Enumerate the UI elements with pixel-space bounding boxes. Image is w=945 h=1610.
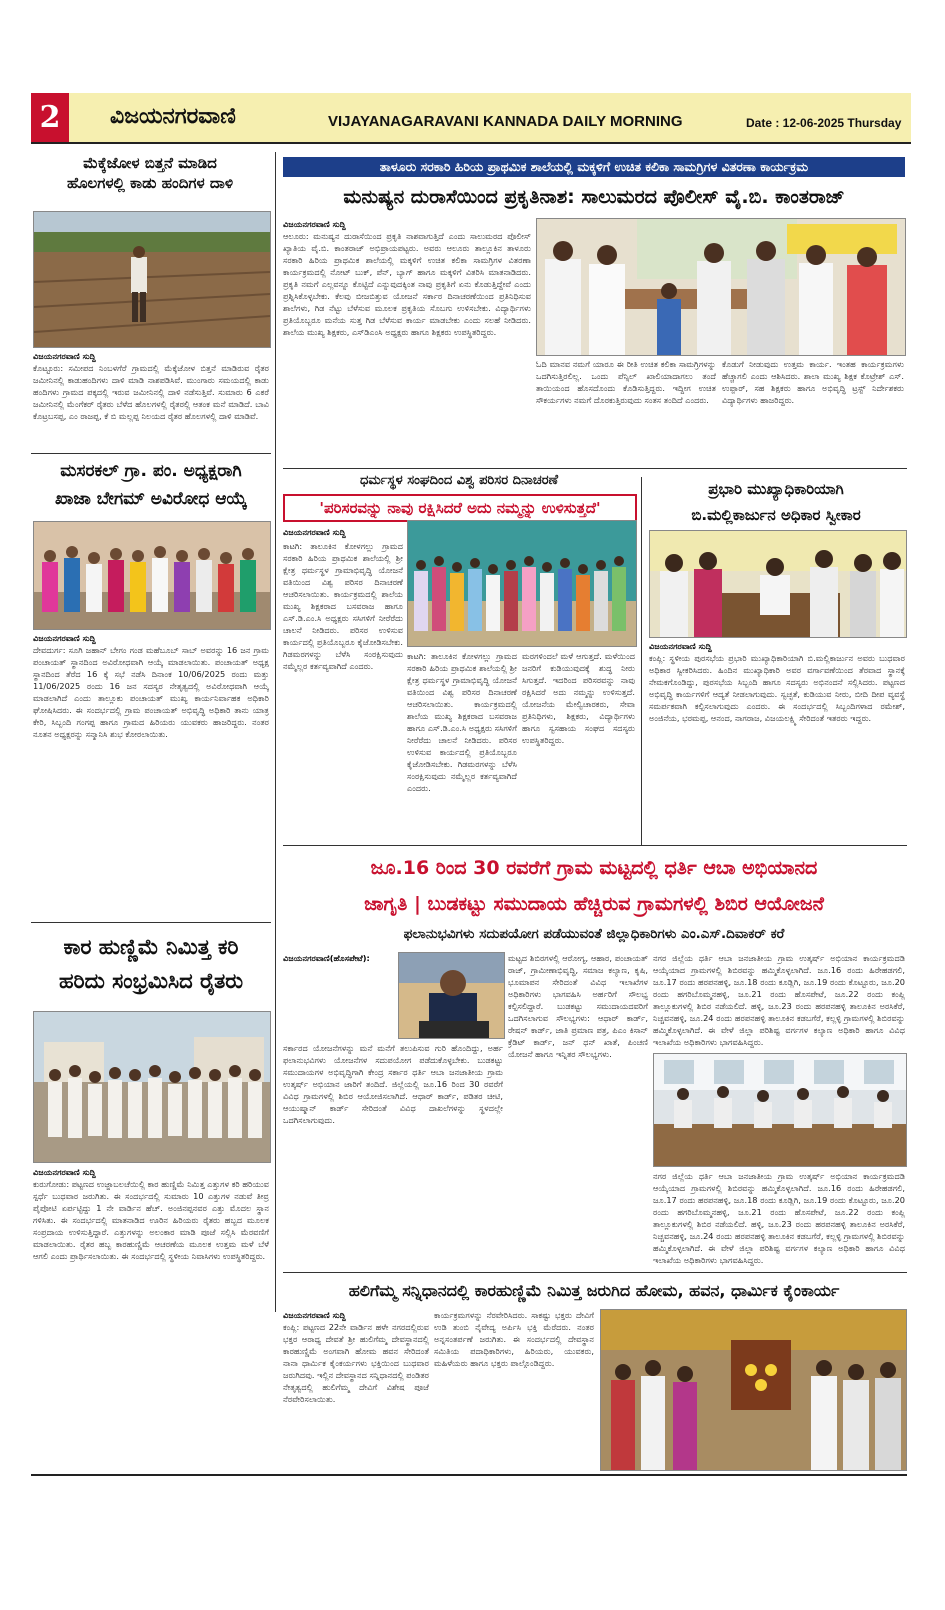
dharti-aba-headline-line2: ಜಾಗೃತಿ | ಬುಡಕಟ್ಟು ಸಮುದಾಯ ಹೆಚ್ಚಿರುವ ಗ್ರಾಮಗಳಲ್ಲಿ ಶಿಬಿರ ಆಯೋಜನೆ [364,893,824,915]
environment-body-col2: ಮರಗಳಿಂದಲೆ ಮಳೆ ಆಗುತ್ತದೆ. ಮಳೆಯಿಂದ ಜನರಿಗೆ ಕುಡಿಯುವುದಕ್ಕೆ ಶುದ್ಧ ನೀರು ಸಿಗುತ್ತದೆ. ಇದರಿಂದ ಪರಿಸರವನ್ನು ನಾವು ರಕ್ಷಿಸಿದರೆ ಅದು ನಮ್ಮನ್ನು ಉಳಿಸುತ್ತದೆ. ಯೋಜನೆಯ ಮೇಲ್ವಿಚಾರಕರು, ಸೇವಾ ಪ್ರತಿನಿಧಿಗಳು, ಶಿಕ್ಷಕರು, ವಿದ್ಯಾರ್ಥಿಗಳು ಹಾಗೂ ಸ್ವಸಹಾಯ ಸಂಘದ ಸದಸ್ಯರು ಉಪಸ್ಥಿತರಿದ್ದರು. [522,651,635,745]
environment-body-col1: ಕಾಟಗಿ: ತಾಲೂಕಿನ ಕೋಳಗಲ್ಲು ಗ್ರಾಮದ ಸರಕಾರಿ ಹಿರಿಯ ಪ್ರಾಥಮಿಕ ಶಾಲೆಯಲ್ಲಿ ಶ್ರೀ ಕ್ಷೇತ್ರ ಧರ್ಮಸ್ಥಳ ಗ್ರಾಮಾಭಿವೃದ್ಧಿ ಯೋಜನೆ ವತಿಯಿಂದ ವಿಶ್ವ ಪರಿಸರ ದಿನಾಚರಣೆ ಆಚರಿಸಲಾಯಿತು. ಕಾರ್ಯಕ್ರಮದಲ್ಲಿ ಶಾಲೆಯ ಮುಖ್ಯ ಶಿಕ್ಷಕರಾದ ಬಸವರಾಜ ಹಾಗೂ ಎಸ್.ಡಿ.ಎಂ.ಸಿ ಅಧ್ಯಕ್ಷರು ಸಸಿಗಳಿಗೆ ನೀರೆರೆದು ಚಾಲನೆ ನೀಡಿದರು. ಪರಿಸರ ಉಳಿಸುವ ಕಾರ್ಯದಲ್ಲಿ ಪ್ರತಿಯೊಬ್ಬರೂ ಕೈಜೋಡಿಸಬೇಕು. ಗಿಡಮರಗಳನ್ನು ಬೆಳೆಸಿ ಸಂರಕ್ಷಿಸುವುದು ನಮ್ಮೆಲ್ಲರ ಕರ್ತವ್ಯವಾಗಿದೆ ಎಂದರು. [283,541,403,671]
officer-headline [647,476,905,528]
plantation-group-image [408,521,636,646]
issue-date: Date : 12-06-2025 Thursday [746,116,902,130]
homa-body-col2: ಕಾರ್ಯಕ್ರಮಗಳನ್ನು ನೆರವೇರಿಸಿದರು. ಸಾಕಷ್ಟು ಭಕ್ತರು ದೇವಿಗೆ ಉಡಿ ತುಂಬಿ ನೈವೇದ್ಯ ಅರ್ಪಿಸಿ ಭಕ್ತಿ ಮೆರೆದರು. ನಂತರ ಅನ್ನಸಂತರ್ಪಣೆ ಜರುಗಿತು. ಈ ಸಂದರ್ಭದಲ್ಲಿ ದೇವಸ್ಥಾನ ಸಮಿತಿಯ ಪದಾಧಿಕಾರಿಗಳು, ಹಿರಿಯರು, ಯುವಕರು, ಮಹಿಳೆಯರು ಹಾಗೂ ಭಕ್ತರು ಪಾಲ್ಗೊಂಡಿದ್ದರು. [434,1310,594,1368]
dharti-aba-body-col2: ಮಟ್ಟದ ಶಿಬಿರಗಳಲ್ಲಿ ಆರೋಗ್ಯ, ಆಹಾರ, ಪಂಚಾಯತ್ ರಾಜ್, ಗ್ರಾಮೀಣಾಭಿವೃದ್ಧಿ, ಸಮಾಜ ಕಲ್ಯಾಣ, ಕೃಷಿ, ಭೂಮಾಪನ ಸೇರಿದಂತೆ ವಿವಿಧ ಇಲಾಖೆಗಳ ಅಧಿಕಾರಿಗಳು ಭಾಗವಹಿಸಿ ಅರ್ಹರಿಗೆ ಸೌಲಭ್ಯ ಕಲ್ಪಿಸಲಿದ್ದಾರೆ. ಬುಡಕಟ್ಟು ಸಮುದಾಯದವರಿಗೆ ಒದಗಿಸಲಾಗುವ ಸೌಲಭ್ಯಗಳು: ಆಧಾರ್ ಕಾರ್ಡ್, ರೇಷನ್ ಕಾರ್ಡ್, ಜಾತಿ ಪ್ರಮಾಣ ಪತ್ರ, ಪಿಎಂ ಕಿಸಾನ್ ಕ್ರೆಡಿಟ್ ಕಾರ್ಡ್, ಜನ್ ಧನ್ ಖಾತೆ, ಪಿಂಚಣಿ ಯೋಜನೆ ಹಾಗೂ ಇನ್ನಿತರ ಸೌಲಭ್ಯಗಳು. [508,953,648,1059]
field-farmer-image [34,212,270,347]
wild-boar-dateline: ವಿಜಯನಗರವಾಣಿ ಸುದ್ದಿ [33,351,96,361]
farmers-group-image [34,1012,270,1162]
kara-hunnime-headline-line2: ಹರಿದು ಸಂಭ್ರಮಿಸಿದ ರೈತರು [58,969,244,993]
wild-boar-headline-line2: ಹೊಲಗಳಲ್ಲಿ ಕಾಡು ಹಂದಿಗಳ ದಾಳಿ [66,173,234,192]
meeting-photo [653,1053,907,1167]
environment-dateline: ವಿಜಯನಗರವಾಣಿ ಸುದ್ದಿ [283,527,346,537]
kara-hunnime-headline-line1: ಕಾರ ಹುಣ್ಣಿಮೆ ನಿಮಿತ್ತ ಕರಿ [63,935,239,959]
group-celebration-image [34,522,270,629]
dharti-aba-body-col1: ಸರ್ಕಾರದ ಯೋಜನೆಗಳನ್ನು ಮನೆ ಮನೆಗೆ ತಲುಪಿಸುವ ಗುರಿ ಹೊಂದಿದ್ದು, ಅರ್ಹ ಫಲಾನುಭವಿಗಳು ಯೋಜನೆಗಳ ಸದುಪಯೋಗ ಪಡೆದುಕೊಳ್ಳಬೇಕು. ಬುಡಕಟ್ಟು ಸಮುದಾಯಗಳ ಅಭಿವೃದ್ಧಿಗಾಗಿ ಕೇಂದ್ರ ಸರ್ಕಾರ ಧರ್ತಿ ಆಬಾ ಜನಜಾತೀಯ ಗ್ರಾಮ ಉತ್ಕರ್ಷ್ ಅಭಿಯಾನ ಜಾರಿಗೆ ತಂದಿದೆ. ಜಿಲ್ಲೆಯಲ್ಲಿ ಜೂ.16 ರಿಂದ 30 ರವರೆಗೆ ವಿವಿಧ ಗ್ರಾಮಗಳಲ್ಲಿ ಶಿಬಿರ ಆಯೋಜಿಸಲಾಗಿದೆ. ಆಧಾರ್ ಕಾರ್ಡ್, ಪಡಿತರ ಚೀಟಿ, ಆಯುಷ್ಮಾನ್ ಕಾರ್ಡ್ ಸೇರಿದಂತೆ ವಿವಿಧ ದಾಖಲೆಗಳನ್ನು ಸ್ಥಳದಲ್ಲೇ ಒದಗಿಸಲಾಗುವುದು. [283,1043,503,1125]
khaja-begum-photo [33,521,271,630]
khaja-begum-dateline: ವಿಜಯನಗರವಾಣಿ ಸುದ್ದಿ [33,633,96,643]
column-rule [641,477,642,845]
wild-boar-text: ಕೊಟ್ಟೂರು: ಸಮೀಪದ ನಿಂಬಳಗೆರೆ ಗ್ರಾಮದಲ್ಲಿ ಮೆಕ್ಕೆಜೋಳ ಬಿತ್ತನೆ ಮಾಡಿರುವ ರೈತರ ಜಮೀನಿನಲ್ಲಿ ಕಾಡುಹಂದಿಗಳು ದಾಳಿ ಮಾಡಿ ನಾಶಪಡಿಸಿವೆ. ಮುಂಗಾರು ಸಮಯದಲ್ಲಿ ಕಾಡು ಹಂದಿಗಳು ಗ್ರಾಮದ ಪಕ್ಕದಲ್ಲಿ ಇರುವ ಜಮೀನಿನಲ್ಲಿ ದಾಳಿ ನಡೆಸುತ್ತಿವೆ. ಸುಮಾರು 6 ಎಕರೆ ಜಮೀನಿನಲ್ಲಿ ಮೆಂಗೆಕರ್ ರೈತರು ಬೆಳೆದ ಹೊಲಗಳಲ್ಲಿ ರೈತರಲ್ಲಿ ಆತಂಕ ಮನೆ ಮಾಡಿದೆ. ಬಾವಿ ಕೊಟ್ರಬಸಪ್ಪ, ಎಂ ರಾಜಪ್ಪ, ಕೆ ಬಿ ಮಲ್ಲಪ್ಪ ನಿಲಯದ ರೈತರ ಹೊಲಗಳಲ್ಲಿ ದಾಳಿ ಮಾಡಿವೆ. [33,363,269,421]
dharti-aba-body-top [283,952,395,1042]
story-divider [31,922,271,923]
wild-boar-headline [31,154,269,193]
officer-dateline: ವಿಜಯನಗರವಾಣಿ ಸುದ್ದಿ [649,641,712,651]
teachers-banner: ತಾಳೂರು ಸರಕಾರಿ ಹಿರಿಯ ಪ್ರಾಥಮಿಕ ಶಾಲೆಯಲ್ಲಿ ಮಕ್ಕಳಿಗೆ ಉಚಿತ ಕಲಿಕಾ ಸಾಮಗ್ರಿಗಳ ವಿತರಣಾ ಕಾರ್ಯಕ್ರಮ [283,157,905,177]
homa-dateline: ವಿಜಯನಗರವಾಣಿ ಸುದ್ದಿ [283,1310,346,1320]
teachers-headline: ಮನುಷ್ಯನ ದುರಾಸೆಯಿಂದ ಪ್ರಕೃತಿನಾಶ: ಸಾಲುಮರದ ಪೊಲೀಸ್ ವೈ.ಬಿ. ಕಾಂತರಾಜ್ [343,186,845,208]
column-rule [275,152,276,1312]
dharti-aba-subhead: ಫಲಾನುಭವಿಗಳು ಸದುಪಯೋಗ ಪಡೆಯುವಂತೆ ಜಿಲ್ಲಾಧಿಕಾರಿಗಳು ಎಂ.ಎಸ್.ದಿವಾಕರ್ ಕರೆ [403,926,785,942]
wild-boar-photo [33,211,271,348]
kara-hunnime-text: ಕುರುಗೋಡು: ಪಟ್ಟಣದ ಉಜ್ಜಾಬಲಚೆಯಿಲ್ಲಿ ಕಾರ ಹುಣ್ಣಿಮೆ ನಿಮಿತ್ತ ಎತ್ತುಗಳ ಕರಿ ಹರಿಯುವ ಸ್ಪರ್ಧೆ ಬುಧವಾರ ಜರುಗಿತು. ಈ ಸಂದರ್ಭದಲ್ಲಿ ಸುಮಾರು 10 ಎತ್ತುಗಳ ನಡುವೆ ತೀವ್ರ ಪೈಪೋಟಿ ಏರ್ಪಟ್ಟಿದ್ದು 1 ನೇ ವಾರ್ಡಿನ ಹೆಚ್. ಅಂಜಿನಪ್ಪನವರ ಎತ್ತು ಮೊದಲ ಸ್ಥಾನ ಗಳಿಸಿತು. ಈ ಸಂದರ್ಭದಲ್ಲಿ ಮಾತನಾಡಿದ ಊರಿನ ಹಿರಿಯರು ರೈತರು ಹಬ್ಬದ ಮೂಲಕ ಸಂಪ್ರದಾಯ ಉಳಿಸುತ್ತಿದ್ದಾರೆ. ಎತ್ತುಗಳನ್ನು ಅಲಂಕಾರ ಮಾಡಿ ಪೂಜೆ ಸಲ್ಲಿಸಿ ಮೆರವಣಿಗೆ ಮಾಡಲಾಯಿತು. ರೈತರ ಹಬ್ಬ ಕಾರಹುಣ್ಣಿಮೆ ಆಚರಣೆಯ ಮೂಲಕ ಉತ್ತಮ ಮಳೆ ಬೆಳೆ ಆಗಲಿ ಎಂದು ಪ್ರಾರ್ಥಿಸಲಾಯಿತು. ಈ ಸಂದರ್ಭದಲ್ಲಿ ಸ್ಥಳೀಯ ನಿವಾಸಿಗಳು ಉಪಸ್ಥಿತರಿದ್ದರು. [33,1179,269,1261]
homa-headline: ಹಲಿಗೆಮ್ಮ ಸನ್ನಿಧಾನದಲ್ಲಿ ಕಾರಹುಣ್ಣಿಮೆ ನಿಮಿತ್ತ ಜರುಗಿದ ಹೋಮ, ಹವನ, ಧಾರ್ಮಿಕ ಕೈಂಕಾರ್ಯ [348,1281,840,1300]
homa-text-col1: ಕಂಪ್ಲಿ: ಪಟ್ಟಣದ 22ನೇ ವಾರ್ಡಿನ ಹಳೇ ನಗರದಲ್ಲಿರುವ ಭಕ್ತರ ಆರಾಧ್ಯ ದೇವತೆ ಶ್ರೀ ಹುಲಿಗೆಮ್ಮ ದೇವಸ್ಥಾನದಲ್ಲಿ ಕಾರಹುಣ್ಣಿಮೆ ಅಂಗವಾಗಿ ಹೋಮ ಹವನ ಸೇರಿದಂತೆ ನಾನಾ ಧಾರ್ಮಿಕ ಕೈಂಕರ್ಯಗಳು ಭಕ್ತಿಯಿಂದ ಬುಧವಾರ ಜರುಗಿದವು. ಇಲ್ಲಿನ ದೇವಸ್ಥಾನದ ಸನ್ನಿಧಾನದಲ್ಲಿ ಪಂಡಿತರ ನೇತೃತ್ವದಲ್ಲಿ ಹುಲಿಗೆಮ್ಮ ದೇವಿಗೆ ವಿಶೇಷ ಪೂಜೆ ನೆರವೇರಿಸಲಾಯಿತು. [283,1322,429,1404]
teachers-photo [536,218,906,356]
kara-hunnime-dateline: ವಿಜಯನಗರವಾಣಿ ಸುದ್ದಿ [33,1167,96,1177]
homa-body-col1 [283,1309,429,1469]
page-number: 2 [31,93,69,142]
dharti-aba-headline [283,850,905,922]
teachers-dateline: ವಿಜಯನಗರವಾಣಿ ಸುದ್ದಿ [283,219,346,229]
officials-meeting-image [654,1054,906,1166]
khaja-begum-headline-line2: ಖಾಜಾ ಬೇಗಮ್ ಅವಿರೋಧ ಆಯ್ಕೆ [55,489,247,509]
office-handover-image [650,531,906,637]
page-bottom-rule [31,1474,907,1476]
dharti-aba-body-col3b: ನಗರ ಜಿಲ್ಲೆಯ ಧರ್ತಿ ಆಬಾ ಜನಜಾತೀಯ ಗ್ರಾಮ ಉತ್ಕರ್ಷ್ ಅಭಿಯಾನ ಕಾರ್ಯಕ್ರಮದಡಿ ಆಯ್ಕೆಯಾದ ಗ್ರಾಮಗಳಲ್ಲಿ ಶಿಬಿರವನ್ನು ಹಮ್ಮಿಕೊಳ್ಳಲಾಗಿದೆ. ಜೂ.16 ರಂದು ಹಿರೇಹಡಗಲಿ, ಜೂ.17 ರಂದು ಹರಪನಹಳ್ಳಿ, ಜೂ.18 ರಂದು ಕೂಡ್ಲಿಗಿ, ಜೂ.19 ರಂದು ಕೊಟ್ಟೂರು, ಜೂ.20 ರಂದು ಹಗರಿಬೊಮ್ಮನಹಳ್ಳಿ, ಜೂ.21 ರಂದು ಹೊಸಪೇಟೆ, ಜೂ.22 ರಂದು ಕಂಪ್ಲಿ ತಾಲ್ಲೂಕುಗಳಲ್ಲಿ ಶಿಬಿರ ನಡೆಯಲಿದೆ. ಹಳ್ಳಿ, ಜೂ.23 ರಂದು ಹರಪನಹಳ್ಳಿ ತಾಲೂಕಿನ ಅರಸಿಕೆರೆ, ನಿಚ್ಚವನಹಳ್ಳಿ, ಜೂ.24 ರಂದು ಹರಪನಹಳ್ಳಿ ತಾಲೂಕಿನ ಕಡಬಗೆರೆ, ಕಲ್ಲಳ್ಳಿ ಗ್ರಾಮಗಳಲ್ಲಿ ಶಿಬಿರವನ್ನು ಹಮ್ಮಿಕೊಳ್ಳಲಾಗಿದೆ. ಈ ವೇಳೆ ಜಿಲ್ಲಾ ಪರಿಶಿಷ್ಟ ವರ್ಗಗಳ ಕಲ್ಯಾಣ ಅಧಿಕಾರಿ ಹಾಗೂ ವಿವಿಧ ಇಲಾಖೆಯ ಅಧಿಕಾರಿಗಳು ಭಾಗವಹಿಸಿದ್ದರು. [653,1171,905,1265]
officer-headline-line1: ಪ್ರಭಾರಿ ಮುಖ್ಯಾಧಿಕಾರಿಯಾಗಿ [708,480,844,498]
wild-boar-headline-line1: ಮೆಕ್ಕೆಜೋಳ ಬಿತ್ತನೆ ಮಾಡಿದ [83,154,217,172]
story-divider [283,845,907,846]
dc-photo [398,952,505,1039]
dharti-aba-headline-line1: ಜೂ.16 ರಿಂದ 30 ರವರೆಗೆ ಗ್ರಾಮ ಮಟ್ಟದಲ್ಲಿ ಧರ್ತಿ ಆಬಾ ಅಭಿಯಾನದ [370,857,818,879]
story-divider [283,468,907,469]
district-commissioner-image [399,953,504,1038]
officer-photo [649,530,907,638]
kara-hunnime-photo [33,1011,271,1163]
teachers-body-col2: ಓದಿ ಮಾನವ ನಮಗೆ ಯಾರೂ ಈ ರೀತಿ ಉಚಿತ ಕಲಿಕಾ ಸಾಮಗ್ರಿಗಳನ್ನು ಒದಗಿಸುತ್ತಿರಲಿಲ್ಲ. ಒಂದು ಪೆನ್ಸಿಲ್ ಖಾಲಿಯಾದಾಗಲು ತಂದೆ ತಾಯಿಯಂದ ಹೊಸದೊಂದು ಕೊಡಿಸುತ್ತಿದ್ದರು. ಇದ್ದೀಗ ಉಚಿತ ಸೌಕರ್ಯಗಳು ನಮಗೆ ದೊರಕುತ್ತಿರುವುದು ಸಂತಸ ತಂದಿದೆ ಎಂದರು. [536,359,716,405]
kara-hunnime-body [33,1166,269,1309]
teachers-body-col3: ಕೊಡುಗೆ ನೀಡುವುದು ಉತ್ತಮ ಕಾರ್ಯ. ಇಂತಹ ಕಾರ್ಯಕ್ರಮಗಳು ಹೆಚ್ಚಾಗಲಿ ಎಂದು ಆಶಿಸಿದರು. ಶಾಲಾ ಮುಖ್ಯ ಶಿಕ್ಷಕ ಕೊಟ್ರೇಶ್ ಎಸ್. ಉಪ್ಪಾರ್, ಸಹ ಶಿಕ್ಷಕರು ಹಾಗೂ ಅಭಿವೃದ್ಧಿ ಟ್ರಸ್ಟ್ ನಿರ್ದೇಶಕರು ವಿದ್ಯಾರ್ಥಿಗಳು ಹಾಜರಿದ್ದರು. [722,359,904,405]
officer-headline-line2: ಬಿ.ಮಲ್ಲಿಕಾರ್ಜುನ ಅಧಿಕಾರ ಸ್ವೀಕಾರ [691,506,861,524]
officer-body [649,640,905,838]
wild-boar-body [33,350,269,450]
environment-body-col2a: ಕಾಟಗಿ: ತಾಲೂಕಿನ ಕೋಳಗಲ್ಲು ಗ್ರಾಮದ ಸರಕಾರಿ ಹಿರಿಯ ಪ್ರಾಥಮಿಕ ಶಾಲೆಯಲ್ಲಿ ಶ್ರೀ ಕ್ಷೇತ್ರ ಧರ್ಮಸ್ಥಳ ಗ್ರಾಮಾಭಿವೃದ್ಧಿ ಯೋಜನೆ ವತಿಯಿಂದ ವಿಶ್ವ ಪರಿಸರ ದಿನಾಚರಣೆ ಆಚರಿಸಲಾಯಿತು. ಕಾರ್ಯಕ್ರಮದಲ್ಲಿ ಶಾಲೆಯ ಮುಖ್ಯ ಶಿಕ್ಷಕರಾದ ಬಸವರಾಜ ಹಾಗೂ ಎಸ್.ಡಿ.ಎಂ.ಸಿ ಅಧ್ಯಕ್ಷರು ಸಸಿಗಳಿಗೆ ನೀರೆರೆದು ಚಾಲನೆ ನೀಡಿದರು. ಪರಿಸರ ಉಳಿಸುವ ಕಾರ್ಯದಲ್ಲಿ ಪ್ರತಿಯೊಬ್ಬರೂ ಕೈಜೋಡಿಸಬೇಕು. ಗಿಡಮರಗಳನ್ನು ಬೆಳೆಸಿ ಸಂರಕ್ಷಿಸುವುದು ನಮ್ಮೆಲ್ಲರ ಕರ್ತವ್ಯವಾಗಿದೆ ಎಂದರು. [407,651,517,793]
environment-headline: 'ಪರಿಸರವನ್ನು ನಾವು ರಕ್ಷಿಸಿದರೆ ಅದು ನಮ್ಮನ್ನು ಉಳಿಸುತ್ತದೆ' [283,494,637,522]
dharti-aba-dateline: ವಿಜಯನಗರವಾಣಿ(ಹೊಸಪೇಟೆ): [283,953,370,963]
paper-name-kannada: ವಿಜಯನಗರವಾಣಿ [110,104,236,129]
khaja-begum-body [33,632,269,918]
khaja-begum-headline [31,457,271,513]
environment-photo [407,520,637,647]
khaja-begum-text: ದೇವದುರ್ಗ: ಸೂಗಿ ಜಹಾನ್ ಬೇಗಂ ಗಂಡ ಮಹೆಬೂಬ್ ಸಾಬ್ ಅವರನ್ನು 16 ಜನ ಗ್ರಾಮ ಪಂಚಾಯತ್ ಸ್ಥಾನದಿಂದ ಅವಿರೋಧವಾಗಿ ಆಯ್ಕೆ ಮಾಡಲಾಯಿತು. ಪಂಚಾಯತ್ ಅಧ್ಯಕ್ಷ ಸ್ಥಾನದಿಂದ ತೆರೆದ 16 ಕ್ಕೆ ಸಭೆ ನಡೆಸಿ ದಿನಾಂಕ 10/06/2025 ರಂದು ಮತ್ತು 11/06/2025 ರಂದು 16 ಜನ ಸದಸ್ಯರ ನೇತೃತ್ವದಲ್ಲಿ ಅವಿರೋಧವಾಗಿ ಆಯ್ಕೆ ಮಾಡಲಾಗಿದೆ ಎಂದು ತಾಲ್ಲೂಕು ಪಂಚಾಯತ್ ಮುಖ್ಯ ಕಾರ್ಯನಿರ್ವಾಹಕ ಅಧಿಕಾರಿ ಘೋಷಿಸಿದರು. ಈ ಸಂದರ್ಭದಲ್ಲಿ ಗ್ರಾಮ ಪಂಚಾಯತ್ ಅಭಿವೃದ್ಧಿ ಅಧಿಕಾರಿ ತಾನು ಯಾತ್ರ ಕೇರಿ, ಸಿಬ್ಬಂದಿ ಗಂಗಪ್ಪ ಹಾಗೂ ಗ್ರಾಮದ ಹಿರಿಯರು ಯುವಕರು ಹಾಜರಿದ್ದರು. ನಂತರ ನೂತನ ಅಧ್ಯಕ್ಷರನ್ನು ಸನ್ಮಾನಿಸಿ ಶುಭ ಕೋರಲಾಯಿತು. [33,645,269,739]
paper-name-english: VIJAYANAGARAVANI KANNADA DAILY MORNING [328,113,683,130]
temple-ritual-image [601,1310,906,1470]
kara-hunnime-headline [31,930,271,998]
dharti-aba-body-col3: ನಗರ ಜಿಲ್ಲೆಯ ಧರ್ತಿ ಆಬಾ ಜನಜಾತೀಯ ಗ್ರಾಮ ಉತ್ಕರ್ಷ್ ಅಭಿಯಾನ ಕಾರ್ಯಕ್ರಮದಡಿ ಆಯ್ಕೆಯಾದ ಗ್ರಾಮಗಳಲ್ಲಿ ಶಿಬಿರವನ್ನು ಹಮ್ಮಿಕೊಳ್ಳಲಾಗಿದೆ. ಜೂ.16 ರಂದು ಹಿರೇಹಡಗಲಿ, ಜೂ.17 ರಂದು ಹರಪನಹಳ್ಳಿ, ಜೂ.18 ರಂದು ಕೂಡ್ಲಿಗಿ, ಜೂ.19 ರಂದು ಕೊಟ್ಟೂರು, ಜೂ.20 ರಂದು ಹಗರಿಬೊಮ್ಮನಹಳ್ಳಿ, ಜೂ.21 ರಂದು ಹೊಸಪೇಟೆ, ಜೂ.22 ರಂದು ಕಂಪ್ಲಿ ತಾಲ್ಲೂಕುಗಳಲ್ಲಿ ಶಿಬಿರ ನಡೆಯಲಿದೆ. ಹಳ್ಳಿ, ಜೂ.23 ರಂದು ಹರಪನಹಳ್ಳಿ ತಾಲೂಕಿನ ಅರಸಿಕೆರೆ, ನಿಚ್ಚವನಹಳ್ಳಿ, ಜೂ.24 ರಂದು ಹರಪನಹಳ್ಳಿ ತಾಲೂಕಿನ ಕಡಬಗೆರೆ, ಕಲ್ಲಳ್ಳಿ ಗ್ರಾಮಗಳಲ್ಲಿ ಶಿಬಿರವನ್ನು ಹಮ್ಮಿಕೊಳ್ಳಲಾಗಿದೆ. ಈ ವೇಳೆ ಜಿಲ್ಲಾ ಪರಿಶಿಷ್ಟ ವರ್ಗಗಳ ಕಲ್ಯಾಣ ಅಧಿಕಾರಿ ಹಾಗೂ ವಿವಿಧ ಇಲಾಖೆಯ ಅಧಿಕಾರಿಗಳು ಭಾಗವಹಿಸಿದ್ದರು. [653,953,905,1047]
teachers-text-col1: ಆಲೂರು: ಮನುಷ್ಯನ ದುರಾಸೆಯಿಂದ ಪ್ರಕೃತಿ ನಾಶವಾಗುತ್ತಿದೆ ಎಂದು ಸಾಲುಮರದ ಪೊಲೀಸ್ ಖ್ಯಾತಿಯ ವೈ.ಬಿ. ಕಾಂತರಾಜ್ ಅಭಿಪ್ರಾಯಪಟ್ಟರು. ಅವರು ಆಲೂರು ತಾಲ್ಲೂಕಿನ ತಾಳೂರು ಸರಕಾರಿ ಹಿರಿಯ ಪ್ರಾಥಮಿಕ ಶಾಲೆಯಲ್ಲಿ ಮಕ್ಕಳಿಗೆ ಉಚಿತ ಕಲಿಕಾ ಸಾಮಗ್ರಿಗಳ ವಿತರಣಾ ಕಾರ್ಯಕ್ರಮದಲ್ಲಿ ನೋಟ್ ಬುಕ್, ಪೆನ್, ಬ್ಯಾಗ್ ಹಾಗೂ ಮಕ್ಕಳಿಗೆ ವಿತರಿಸಿ ಮಾತನಾಡಿದರು. ಪ್ರಕೃತಿ ನಮಗೆ ಎಲ್ಲವನ್ನೂ ಕೊಟ್ಟಿದೆ ಎನ್ನುವುದಕ್ಕಿಂತ ನಾವು ಪ್ರಕೃತಿಗೆ ಏನು ಕೊಡುತ್ತಿದ್ದೇವೆ ಎಂದು ಪ್ರಶ್ನಿಸಿಕೊಳ್ಳಬೇಕು. ಕೆಲವು ಬೀಜಬಿತ್ತುವ ಯೋಜನೆ ಸರ್ಕಾರ ದಿನಾಚರಣೆಯಿಂದ ಪ್ರತಿನಿಧಿಸುವ ಶಾಲೆಗಳು, ಗಿಡ ನೆಟ್ಟು ಬೆಳೆಸುವ ಮೂಲಕ ಪ್ರಕೃತಿಯ ಸೊಬಗು ಉಳಿಸಬೇಕು. ವಿದ್ಯಾರ್ಥಿಗಳು ಪ್ರತಿಯೊಬ್ಬರೂ ಮನೆಯ ಸುತ್ತ ಗಿಡ ಬೆಳೆಸುವ ಕಾರ್ಯ ಮಾಡಬೇಕು ಎಂದು ಸಲಹೆ ನೀಡಿದರು. ಶಾಲೆಯ ಮುಖ್ಯ ಶಿಕ್ಷಕರು, ಎಸ್‌ಡಿಎಂಸಿ ಅಧ್ಯಕ್ಷರು ಹಾಗೂ ಶಿಕ್ಷಕರು ಉಪಸ್ಥಿತರಿದ್ದರು. [283,231,531,337]
story-divider [31,453,271,454]
environment-kicker: ಧರ್ಮಸ್ಥಳ ಸಂಘದಿಂದ ವಿಶ್ವ ಪರಿಸರ ದಿನಾಚರಣೆ [359,473,559,488]
story-divider [283,1272,907,1273]
khaja-begum-headline-line1: ಮಸರಕಲ್ ಗ್ರಾ. ಪಂ. ಅಧ್ಯಕ್ಷರಾಗಿ [60,461,242,481]
homa-photo [600,1309,907,1471]
teachers-body-col1 [283,218,531,456]
officer-text: ಕಂಪ್ಲಿ: ಸ್ಥಳೀಯ ಪುರಸಭೆಯ ಪ್ರಭಾರಿ ಮುಖ್ಯಾಧಿಕಾರಿಯಾಗಿ ಬಿ.ಮಲ್ಲಿಕಾರ್ಜುನ ಅವರು ಬುಧವಾರ ಅಧಿಕಾರ ಸ್ವೀಕರಿಸಿದರು. ಹಿಂದಿನ ಮುಖ್ಯಾಧಿಕಾರಿ ಅವರ ವರ್ಗಾವಣೆಯಿಂದ ತೆರವಾದ ಸ್ಥಾನಕ್ಕೆ ನೇಮಕಗೊಂಡಿದ್ದು, ಪುರಸಭೆಯ ಸಿಬ್ಬಂದಿ ಹಾಗೂ ಸದಸ್ಯರು ಅಭಿನಂದನೆ ಸಲ್ಲಿಸಿದರು. ಪಟ್ಟಣದ ಅಭಿವೃದ್ಧಿ ಕಾರ್ಯಗಳಿಗೆ ಆದ್ಯತೆ ನೀಡಲಾಗುವುದು. ಸ್ವಚ್ಛತೆ, ಕುಡಿಯುವ ನೀರು, ಬೀದಿ ದೀಪ ವ್ಯವಸ್ಥೆ ಸಮರ್ಪಕವಾಗಿ ಕಲ್ಪಿಸಲಾಗುವುದು ಎಂದರು. ಈ ಸಂದರ್ಭದಲ್ಲಿ ಸಿಬ್ಬಂದಿಗಳಾದ ರಮೇಶ್, ಅಂಜಿನೆಯ, ಭರಮಪ್ಪ, ಆನಂದ, ನಾಗರಾಜ, ವಿಜಯಲಕ್ಷ್ಮಿ ಸೇರಿದಂತೆ ಇತರರು ಇದ್ದರು. [649,653,905,723]
school-distribution-image [537,219,905,355]
